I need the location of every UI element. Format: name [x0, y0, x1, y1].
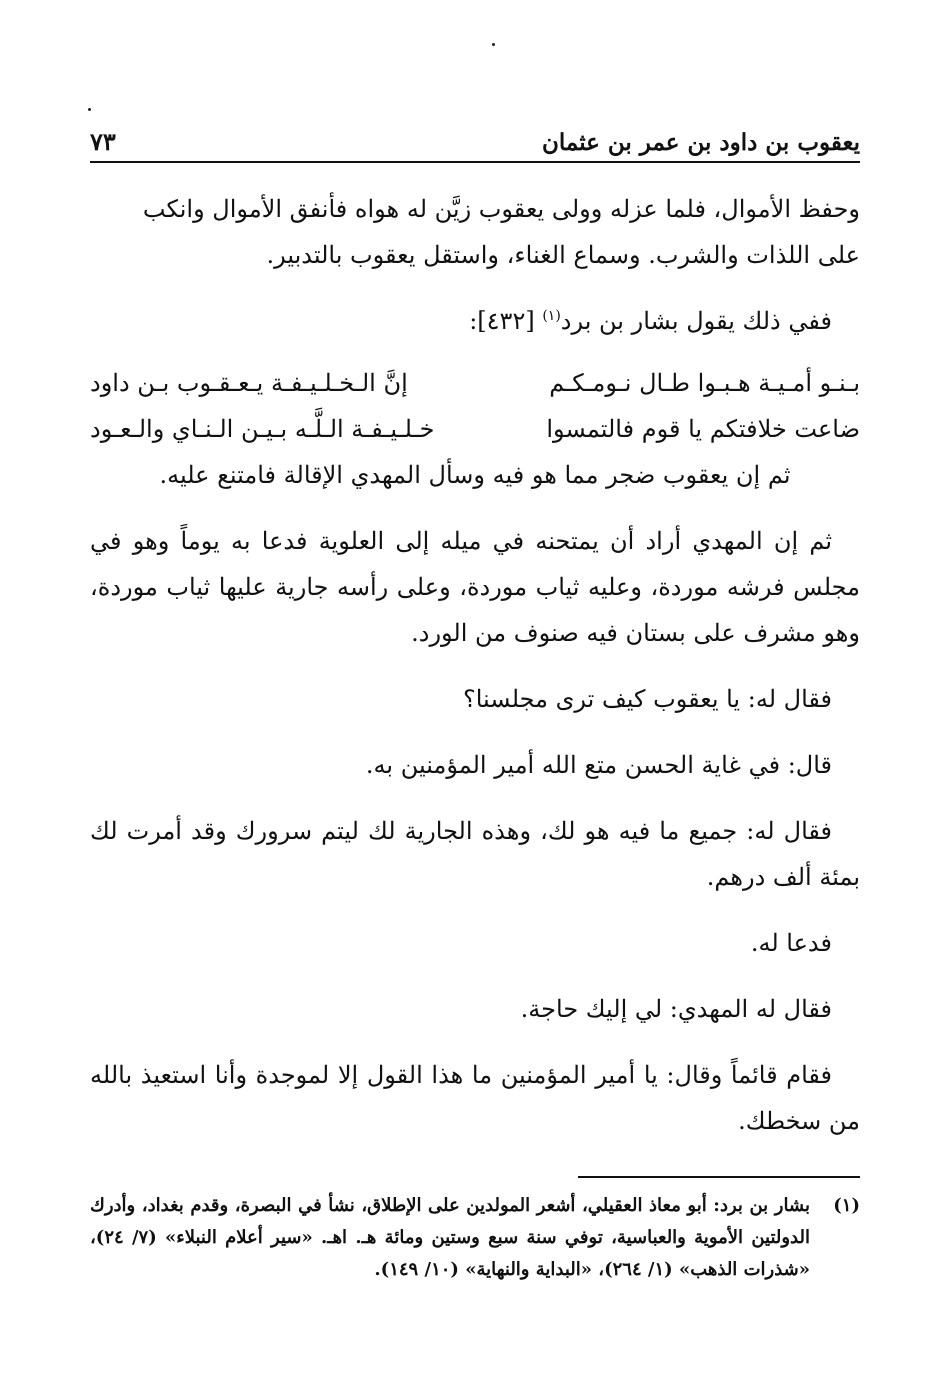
footnote	[90, 1190, 860, 1286]
poem-line	[90, 406, 860, 452]
poem-hemistich: خـلـيـفـة الـلَّـه بـيـن الـنـاي والـعـود	[90, 415, 435, 443]
footnote-rule	[578, 1176, 860, 1178]
poem	[90, 360, 860, 452]
footnote-number: (١)	[833, 1195, 860, 1216]
paragraph: فقال له: جميع ما فيه هو لك، وهذه الجارية لك ليتم سرورك وقد أمرت لك بمئة ألف درهم.	[90, 817, 860, 891]
poem-intro: ففي ذلك يقول بشار بن برد	[560, 307, 832, 335]
page-header	[90, 116, 860, 156]
poem-hemistich: إنَّ الـخـلـيـفـة يـعـقـوب بـن داود	[90, 369, 408, 397]
running-title: يعقوب بن داود بن عمر بن عثمان	[542, 129, 860, 156]
paragraph: ثم إن المهدي أراد أن يمتحنه في ميله إلى العلوية فدعا به يوماً وهو في مجلس فرشه موردة، وعليه ثياب موردة، وعلى رأسه جارية عليها ثياب موردة، وهو مشرف على بستان فيه صنوف من الورد.	[90, 527, 861, 647]
paragraph: فقال له: يا يعقوب كيف ترى مجلسنا؟	[463, 685, 832, 713]
footnote-text: بشار بن برد: أبو معاذ العقيلي، أشعر المولدين على الإطلاق، نشأ في البصرة، وقدم بغداد، وأدرك الدولتين الأموية والعباسية، توفي سنة سبع وستين ومائة هـ. اهـ. «سير أعلام النبلاء» (٧/ ٢٤)، «شذرات الذهب» (١/ ٢٦٤)، «البداية والنهاية» (١٠/ ١٤٩).	[90, 1195, 810, 1280]
paragraph: فدعا له.	[750, 929, 832, 957]
scan-speck	[492, 43, 495, 46]
paragraph	[90, 186, 860, 278]
paragraph: قال: في غاية الحسن متع الله أمير المؤمنين به.	[365, 751, 832, 779]
poem-hemistich: بـنـو أمـيـة هـبـوا طـال نـومـكـم	[549, 369, 860, 397]
paragraph	[90, 298, 860, 344]
paragraph: ثم إن يعقوب ضجر مما هو فيه وسأل المهدي الإقالة فامتنع عليه.	[159, 461, 791, 489]
footnote-marker: (١)	[542, 308, 561, 324]
page-number: ٧٣	[90, 127, 116, 156]
paragraph: فقال له المهدي: لي إليك حاجة.	[520, 995, 832, 1023]
text-line: على اللذات والشرب. وسماع الغناء، واستقل يعقوب بالتدبير.	[266, 241, 860, 269]
scan-speck	[88, 108, 91, 111]
main-text	[90, 186, 860, 1144]
poem-line	[90, 360, 860, 406]
poem-hemistich: ضاعت خلافتكم يا قوم فالتمسوا	[546, 415, 860, 443]
poem-ref: [٤٣٢]:	[469, 307, 543, 335]
text-line: وحفظ الأموال، فلما عزله وولى يعقوب زيَّن له هواه فأنفق الأموال وانكب	[142, 195, 860, 223]
header-rule	[90, 161, 860, 163]
paragraph: فقام قائماً وقال: يا أمير المؤمنين ما هذا القول إلا لموجدة وأنا استعيذ بالله من سخطك.	[90, 1061, 860, 1135]
